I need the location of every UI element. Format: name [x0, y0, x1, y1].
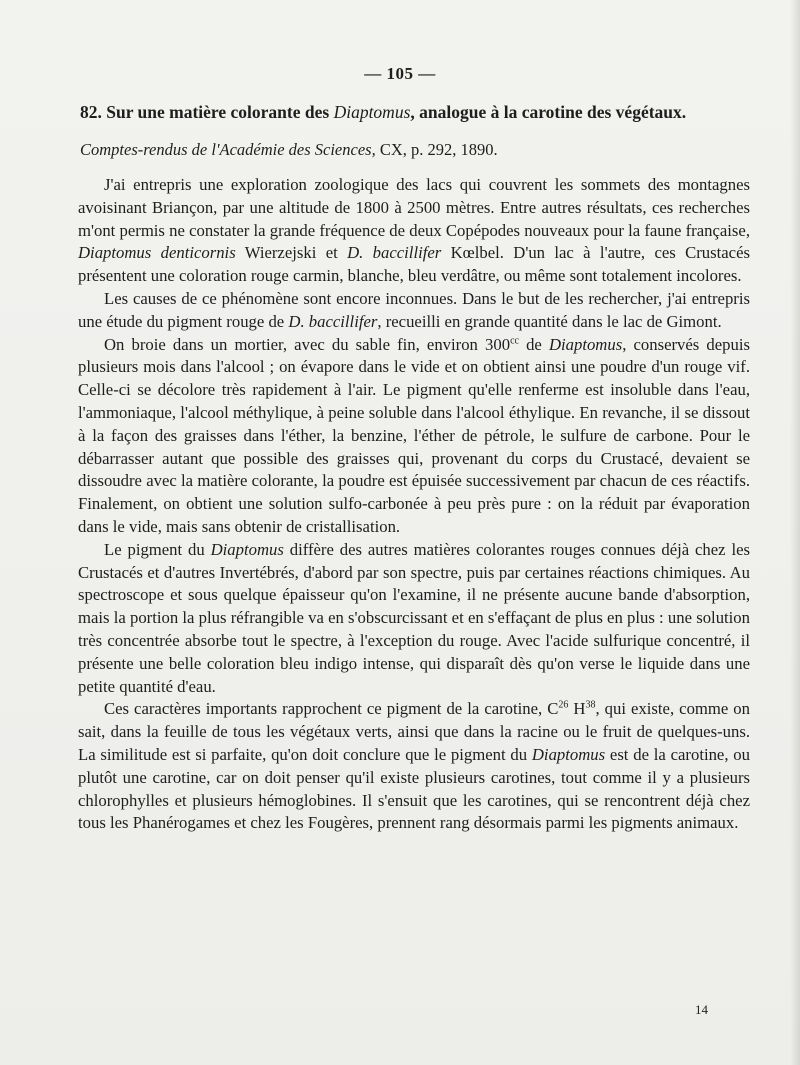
title-part-1: Sur une matière colorante des — [101, 102, 334, 122]
p5-italic-genus: Diaptomus — [531, 744, 606, 764]
p2-text-b: , recueilli en grande quantité dans le lac de Gimont. — [377, 311, 722, 331]
article-body — [78, 174, 750, 835]
page-edge-shadow — [790, 0, 800, 1065]
article-title — [80, 102, 730, 123]
p3-text-a: On broie dans un mortier, avec du sable fin, environ 300 — [104, 334, 511, 354]
source-details: CX, p. 292, 1890. — [375, 140, 498, 159]
p1-text-c: Kœlbel. D'un lac à l'autre, ces Crustacés présentent une coloration rouge carmin, blanche, bleu verdâtre, ou même sont totalement incolores. — [78, 243, 750, 286]
article-number: 82. — [80, 102, 102, 122]
p1-italic-species-1: Diaptomus denticornis — [78, 243, 236, 263]
p3-italic-genus: Diaptomus — [548, 334, 623, 354]
paragraph-2 — [78, 288, 750, 334]
source-journal: Comptes-rendus de l'Académie des Sciences, — [80, 140, 376, 159]
paragraph-1 — [78, 174, 750, 288]
p4-italic-genus: Diaptomus — [210, 539, 284, 559]
p1-text-b: Wierzejski et — [235, 243, 348, 263]
p1-text-a: J'ai entrepris une exploration zoologique des lacs qui couvrent les sommets des montagnes avoisinant Briançon, par une altitude de 1800 à 2500 mètres. Entre autres résultats, ces recherches m'ont permis ne constater la grande fréquence de deux Copépodes nouveaux pour la faune française, — [78, 175, 750, 240]
title-italic-genus: Diaptomus — [333, 102, 411, 122]
paragraph-5 — [78, 698, 750, 835]
p5-text-c: , qui existe, comme on sait, dans la feuille de tous les végétaux verts, ainsi que dans la racine ou le fruit de quelques-uns. La similitude est si parfaite, qu'on doit conclure que le pigment du — [78, 699, 750, 764]
p3-text-b: de — [518, 334, 549, 354]
p5-text-d: est de la carotine, ou plutôt une carotine, car on doit penser qu'il existe plusieurs carotines, tout comme il y a plusieurs chlorophylles et plusieurs hémoglobines. Il s'ensuit que les carotines, qui se rencontrent déjà chez tous les Phanérogames et chez les Fougères, prennent rang désormais parmi les pigments animaux. — [78, 744, 750, 833]
p4-text-a: Le pigment du — [104, 539, 211, 559]
p5-superscript-carbon: 26 — [558, 699, 569, 711]
p2-text-a: Les causes de ce phénomène sont encore inconnues. Dans le but de les rechercher, j'ai entrepris une étude du pigment rouge de — [78, 288, 750, 331]
p3-superscript-unit: cc — [510, 335, 519, 347]
p2-italic-species: D. baccillifer — [288, 311, 378, 331]
p3-text-c: , conservés depuis plusieurs mois dans l'alcool ; on évapore dans le vide et on obtient ainsi une poudre d'un rouge vif. Celle-ci se décolore très rapidement à l'air. Le pigment qu'elle renferme est insoluble dans l'eau, l'ammoniaque, l'alcool méthylique, à peine soluble dans l'alcool éthylique. En revanche, il se dissout à la façon des graisses dans l'éther, la benzine, l'éther de pétrole, le sulfure de carbone. Pour le débarrasser autant que possible des graisses qui, provenant du corps du Crustacé, devaient se dissoudre avec la matière colorante, la poudre est épuisée successivement par chacun de ces réactifs. Finalement, on obtient une solution sulfo-carbonée à peu près pure : on la réduit par évaporation dans le vide, mais sans obtenir de cristallisation. — [78, 334, 750, 536]
title-part-2: , analogue à la carotine des végétaux. — [410, 102, 687, 122]
paragraph-4 — [78, 539, 750, 699]
p5-text-a: Ces caractères importants rapprochent ce pigment de la carotine, C — [104, 699, 559, 719]
p4-text-b: diffère des autres matières colorantes rouges connues déjà chez les Crustacés et d'autres Invertébrés, d'abord par son spectre, puis par certaines réactions chimiques. Au spectroscope et sous quelque épaisseur qu'on l'examine, il ne présente aucune bande d'absorption, mais la portion la plus réfrangible va en s'obscurcissant et en s'effaçant de plus en plus : une solution très concentrée absorbe tout le spectre, à l'exception du rouge. Avec l'acide sulfurique concentré, il présente une belle coloration bleu indigo intense, qui disparaît dès qu'on verse le liquide dans une petite quantité d'eau. — [78, 539, 751, 696]
signature-mark: 14 — [695, 1002, 708, 1017]
source-reference — [80, 140, 498, 160]
p5-superscript-hydrogen: 38 — [585, 699, 596, 711]
paragraph-3 — [78, 334, 750, 539]
p5-text-b: H — [568, 699, 586, 719]
page-number: — 105 — — [364, 64, 436, 83]
p1-italic-species-2: D. baccillifer — [347, 243, 442, 263]
